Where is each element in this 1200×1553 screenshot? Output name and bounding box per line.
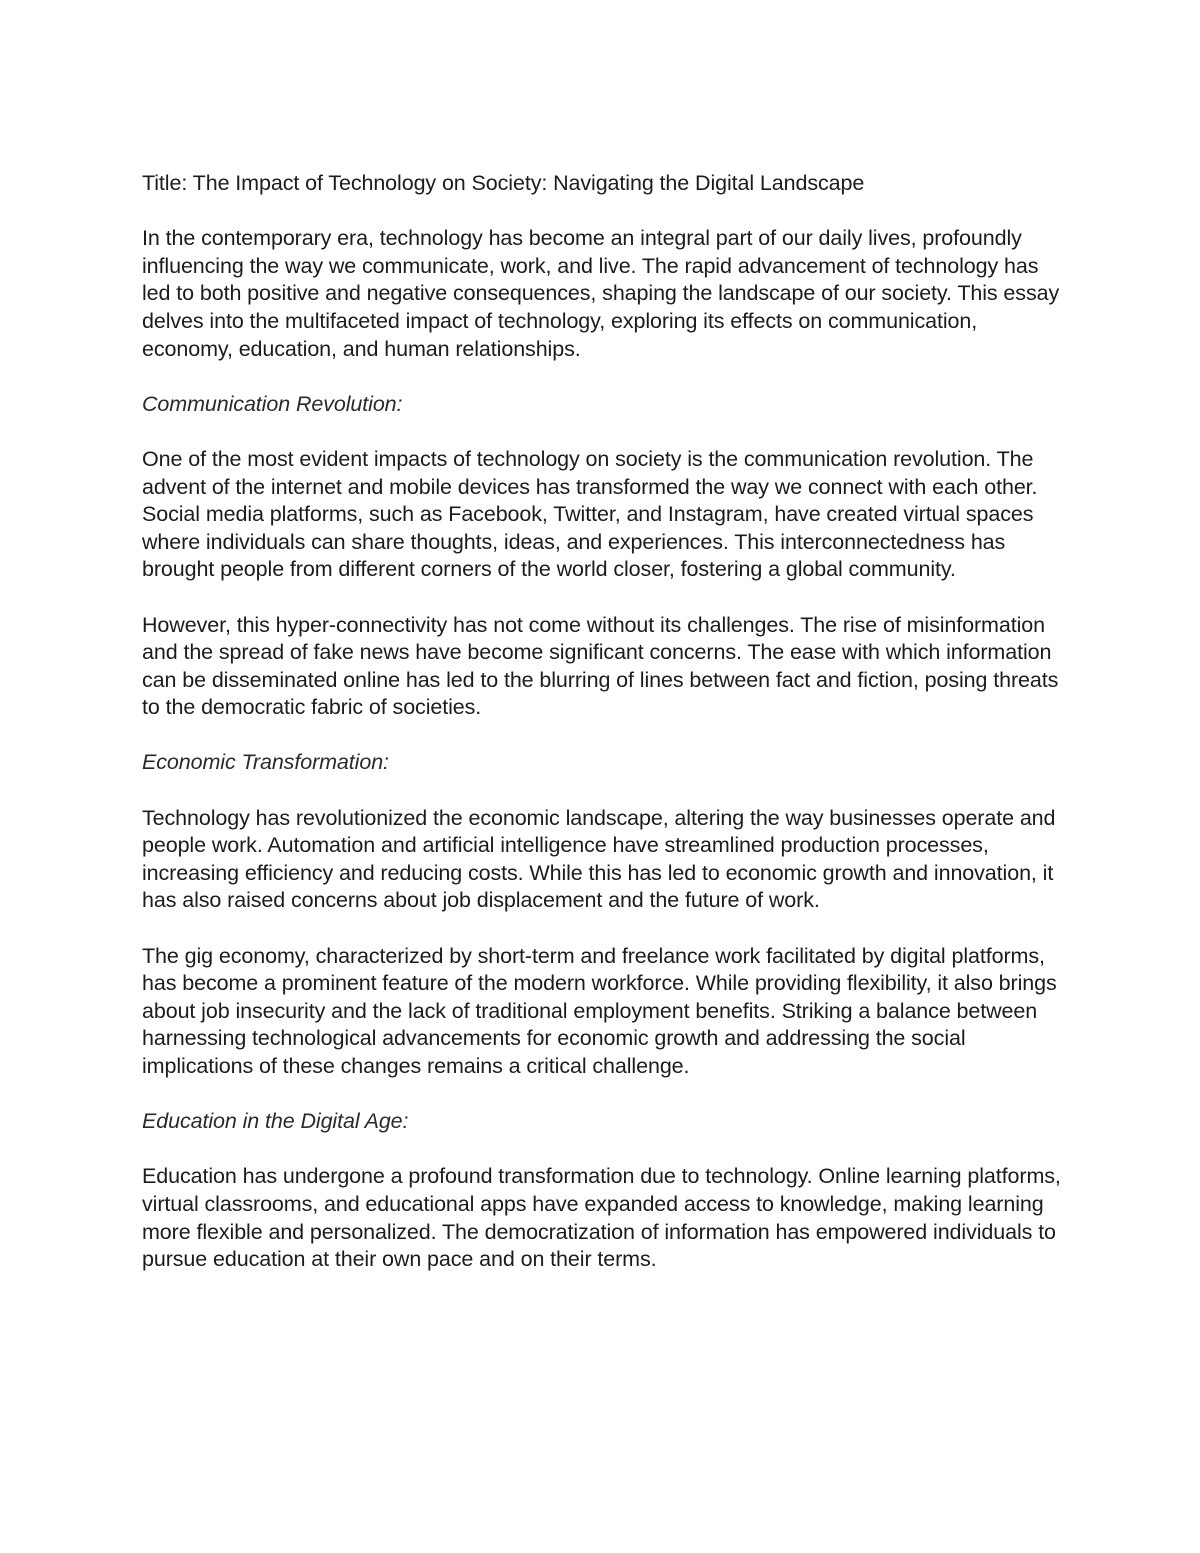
intro-paragraph: In the contemporary era, technology has become an integral part of our daily lives, profoundly influencing the way we communicate, work, and live. The rapid advancement of technology has led to both positive and negative consequences, shaping the landscape of our society. This essay delves into the multifaceted impact of technology, exploring its effects on communication, economy, education, and human relationships.	[142, 226, 1060, 361]
section-heading-education: Education in the Digital Age:	[142, 1109, 409, 1134]
section-heading-economic: Economic Transformation:	[142, 750, 389, 775]
paragraph: The gig economy, characterized by short-term and freelance work facilitated by digital platforms, has become a prominent feature of the modern workforce. While providing flexibility, it also brings about job insecurity and the lack of traditional employment benefits. Striking a balance between harnessing technological advancements for economic growth and addressing the social implications of these changes remains a critical challenge.	[142, 943, 1057, 1078]
document-body	[142, 170, 1072, 1301]
paragraph: Education has undergone a profound transformation due to technology. Online learning platforms, virtual classrooms, and educational apps have expanded access to knowledge, making learning more flexible and personalized. The democratization of information has empowered individuals to pursue education at their own pace and on their terms.	[142, 1164, 1061, 1272]
paragraph: Technology has revolutionized the economic landscape, altering the way businesses operate and people work. Automation and artificial intelligence have streamlined production processes, increasing efficiency and reducing costs. While this has led to economic growth and innovation, it has also raised concerns about job displacement and the future of work.	[142, 805, 1056, 913]
section-heading-communication: Communication Revolution:	[142, 391, 403, 416]
paragraph: However, this hyper-connectivity has not come without its challenges. The rise of misinformation and the spread of fake news have become significant concerns. The ease with which information can be disseminated online has led to the blurring of lines between fact and fiction, posing threats to the democratic fabric of societies.	[142, 612, 1059, 720]
paragraph: One of the most evident impacts of technology on society is the communication revolution. The advent of the internet and mobile devices has transformed the way we connect with each other. Social media platforms, such as Facebook, Twitter, and Instagram, have created virtual spaces where individuals can share thoughts, ideas, and experiences. This interconnectedness has brought people from different corners of the world closer, fostering a global community.	[142, 446, 1038, 582]
document-title: Title: The Impact of Technology on Society: Navigating the Digital Landscape	[142, 171, 865, 195]
